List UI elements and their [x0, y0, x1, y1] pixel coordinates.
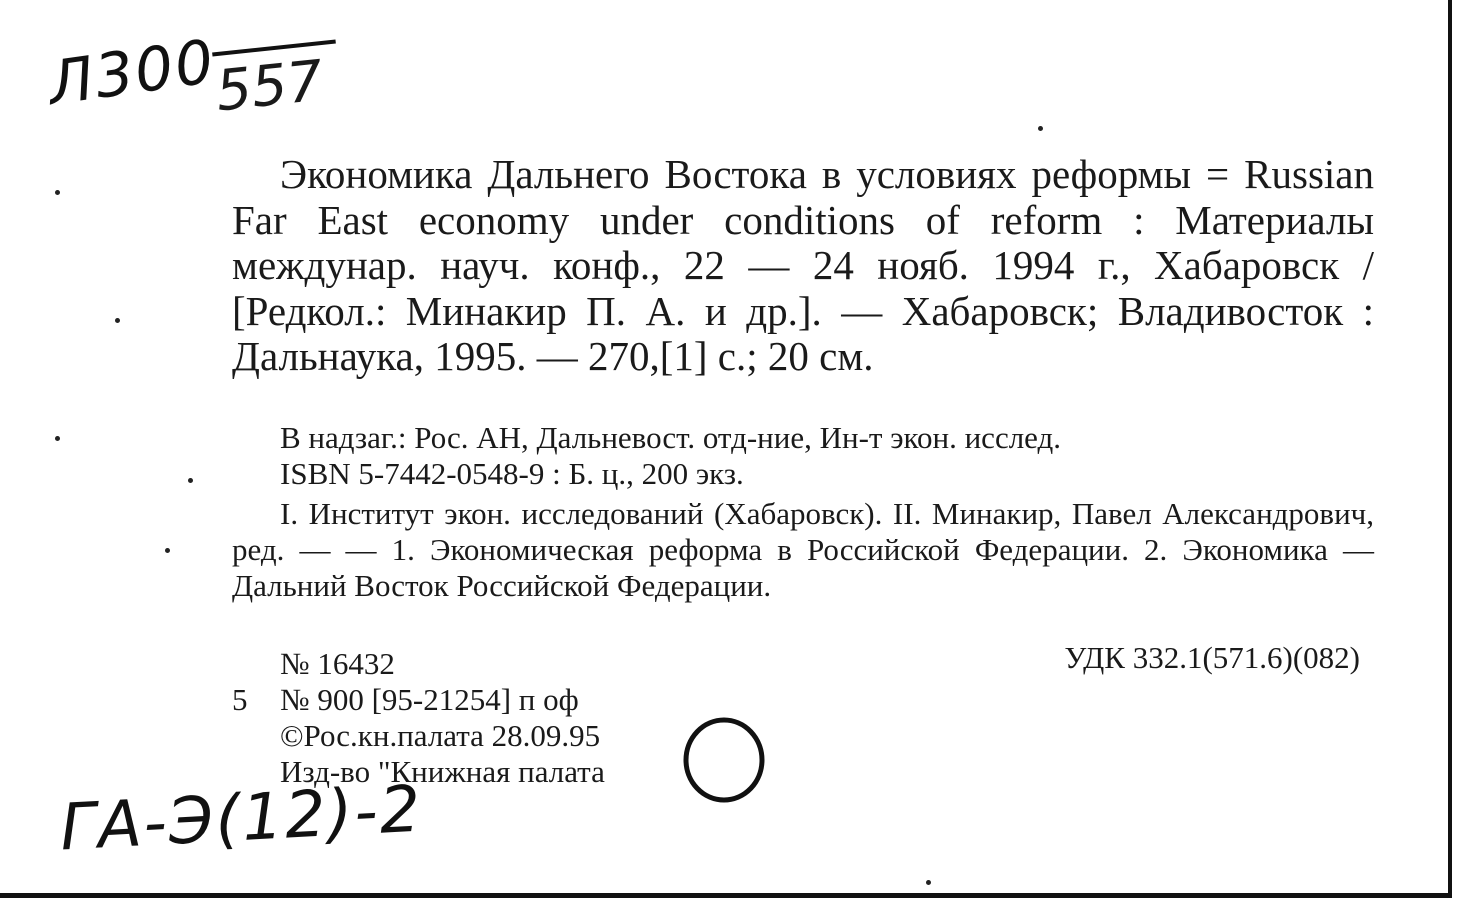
- handwritten-shelf-code: Л300: [43, 26, 220, 120]
- scan-speck: [1038, 126, 1043, 131]
- publisher-line: Изд-во "Книжная палата: [280, 754, 605, 789]
- subject-entries: I. Институт экон. исследований (Хабаровск). II. Минакир, Павел Александрович, ред. — — 1. Экономическая реформа в Российской Федерации. 2. Экономика — Дальний Восток Российской Федерации.: [232, 496, 1374, 603]
- row-prefix: 5: [232, 682, 248, 717]
- handwritten-bottom-code: ГА-Э(12)-2: [58, 772, 425, 866]
- scan-speck: [188, 478, 193, 483]
- scan-speck: [926, 880, 931, 885]
- record-number: № 16432: [280, 646, 395, 681]
- circle-stamp-icon: [680, 716, 768, 804]
- scan-speck: [55, 190, 60, 195]
- imprint-block: [232, 646, 605, 790]
- order-line: [232, 682, 605, 718]
- scan-speck: [115, 318, 120, 323]
- order-number: № 900 [95-21254] п оф: [280, 682, 579, 717]
- scan-speck: [165, 548, 170, 553]
- handwritten-fraction-denominator: 557: [212, 48, 326, 125]
- udk-code: УДК 332.1(571.6)(082): [1064, 640, 1360, 675]
- isbn-line: ISBN 5-7442-0548-9 : Б. ц., 200 экз.: [280, 456, 744, 491]
- copyright-line: ©Рос.кн.палата 28.09.95: [280, 718, 601, 753]
- header-note: В надзаг.: Рос. АН, Дальневост. отд-ние, Ин-т экон. исслед.: [280, 420, 1062, 455]
- scan-speck: [55, 436, 60, 441]
- bibliographic-main-entry: Экономика Дальнего Востока в условиях реформы = Russian Far East economy under conditions of reform : Материалы междунар. науч. конф., 22 — 24 нояб. 1994 г., Хабаровск / [Редкол.: Минакир П. А. и др.]. — Хабаровск; Владивосток : Дальнаука, 1995. — 270,[1] с.; 20 см.: [232, 151, 1374, 379]
